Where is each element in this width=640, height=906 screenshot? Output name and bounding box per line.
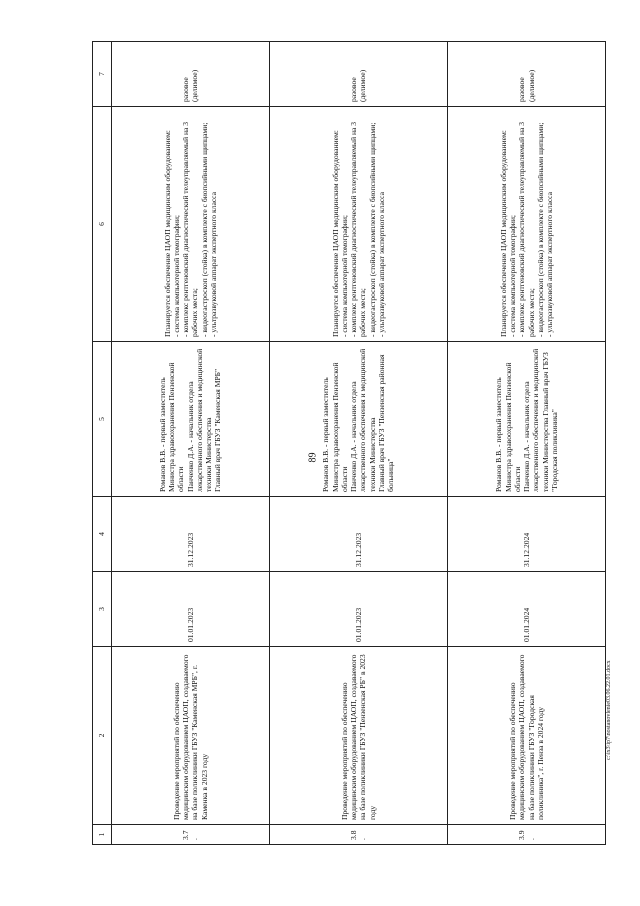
table-row [112, 42, 270, 845]
start-date-cell: 01.01.2023 [112, 572, 270, 647]
frequency-cell: разовое (делимое) [269, 42, 448, 107]
end-date-cell: 31.12.2023 [269, 497, 448, 572]
table-header-row [93, 42, 112, 845]
row-number: 3.8. [269, 825, 448, 845]
header-cell: 7 [93, 42, 112, 107]
result-cell: Планируется обеспечение ЦАОП медицинским оборудованием: - система компьютерной томографии; - комплекс рентгеновский диагностический телеуправляемый на 3 рабочих места; - видеогастроскоп (стойка) в комплекте с биопсийными щипцами; - ультразвуковой аппарат экспертного класса [269, 107, 448, 342]
end-date-cell: 31.12.2023 [112, 497, 270, 572]
row-number: 3.7. [112, 825, 270, 845]
plan-table [92, 41, 606, 845]
header-cell: 1 [93, 825, 112, 845]
footer-file-path: c:\ix3\ip7\nostanovlenie03.06.22.01.docx [606, 660, 612, 760]
activity-cell: Проведение мероприятий по обеспечению медицинским оборудованием ЦАОП, создаваемого на базе поликлиники ГБУЗ "Каменская МРБ", г. Каменка в 2023 году [112, 647, 270, 825]
start-date-cell: 01.01.2024 [448, 572, 606, 647]
header-cell: 5 [93, 342, 112, 497]
frequency-cell: разовое (делимое) [448, 42, 606, 107]
responsible-cell: Романов В.В. - первый заместитель Министра здравоохранения Пензенской области Панченко Д.А. - начальник отдела лекарственного обеспечения и медицинской техники Министерства Главный врач ГБУЗ "Каменская МРБ" [112, 342, 270, 497]
result-cell: Планируется обеспечение ЦАОП медицинским оборудованием: - система компьютерной томографии; - комплекс рентгеновский диагностический телеуправляемый на 3 рабочих места; - видеогастроскоп (стойка) в комплекте с биопсийными щипцами; - ультразвуковой аппарат экспертного класса [448, 107, 606, 342]
table-row [448, 42, 606, 845]
page-number: 89 [307, 452, 319, 463]
header-cell: 3 [93, 572, 112, 647]
end-date-cell: 31.12.2024 [448, 497, 606, 572]
start-date-cell: 01.01.2023 [269, 572, 448, 647]
responsible-cell: Романов В.В. - первый заместитель Министра здравоохранения Пензенской области Панченко Д.А. - начальник отдела лекарственного обеспечения и медицинской техники Министерства Главный врач ГБУЗ "Городская поликлиника" [448, 342, 606, 497]
result-cell: Планируется обеспечение ЦАОП медицинским оборудованием: - система компьютерной томографии; - комплекс рентгеновский диагностический телеуправляемый на 3 рабочих места; - видеогастроскоп (стойка) в комплекте с биопсийными щипцами; - ультразвуковой аппарат экспертного класса [112, 107, 270, 342]
table-row [269, 42, 448, 845]
header-cell: 2 [93, 647, 112, 825]
rotated-table-container [92, 42, 606, 845]
frequency-cell: разовое (делимое) [112, 42, 270, 107]
row-number: 3.9. [448, 825, 606, 845]
responsible-cell: Романов В.В. - первый заместитель Министра здравоохранения Пензенской области Панченко Д.А. - начальник отдела лекарственного обеспечения и медицинской техники Министерства Главный врач ГБУЗ "Пензенская районная больница" [269, 342, 448, 497]
activity-cell: Проведение мероприятий по обеспечению медицинским оборудованием ЦАОП, создаваемого на базе поликлиники ГБУЗ "Городская поликлиника", г. Пенза в 2024 году [448, 647, 606, 825]
header-cell: 6 [93, 107, 112, 342]
activity-cell: Проведение мероприятий по обеспечению медицинским оборудованием ЦАОП, создаваемого на базе поликлиники ГБУЗ "Пензенская РБ" в 2023 году [269, 647, 448, 825]
header-cell: 4 [93, 497, 112, 572]
